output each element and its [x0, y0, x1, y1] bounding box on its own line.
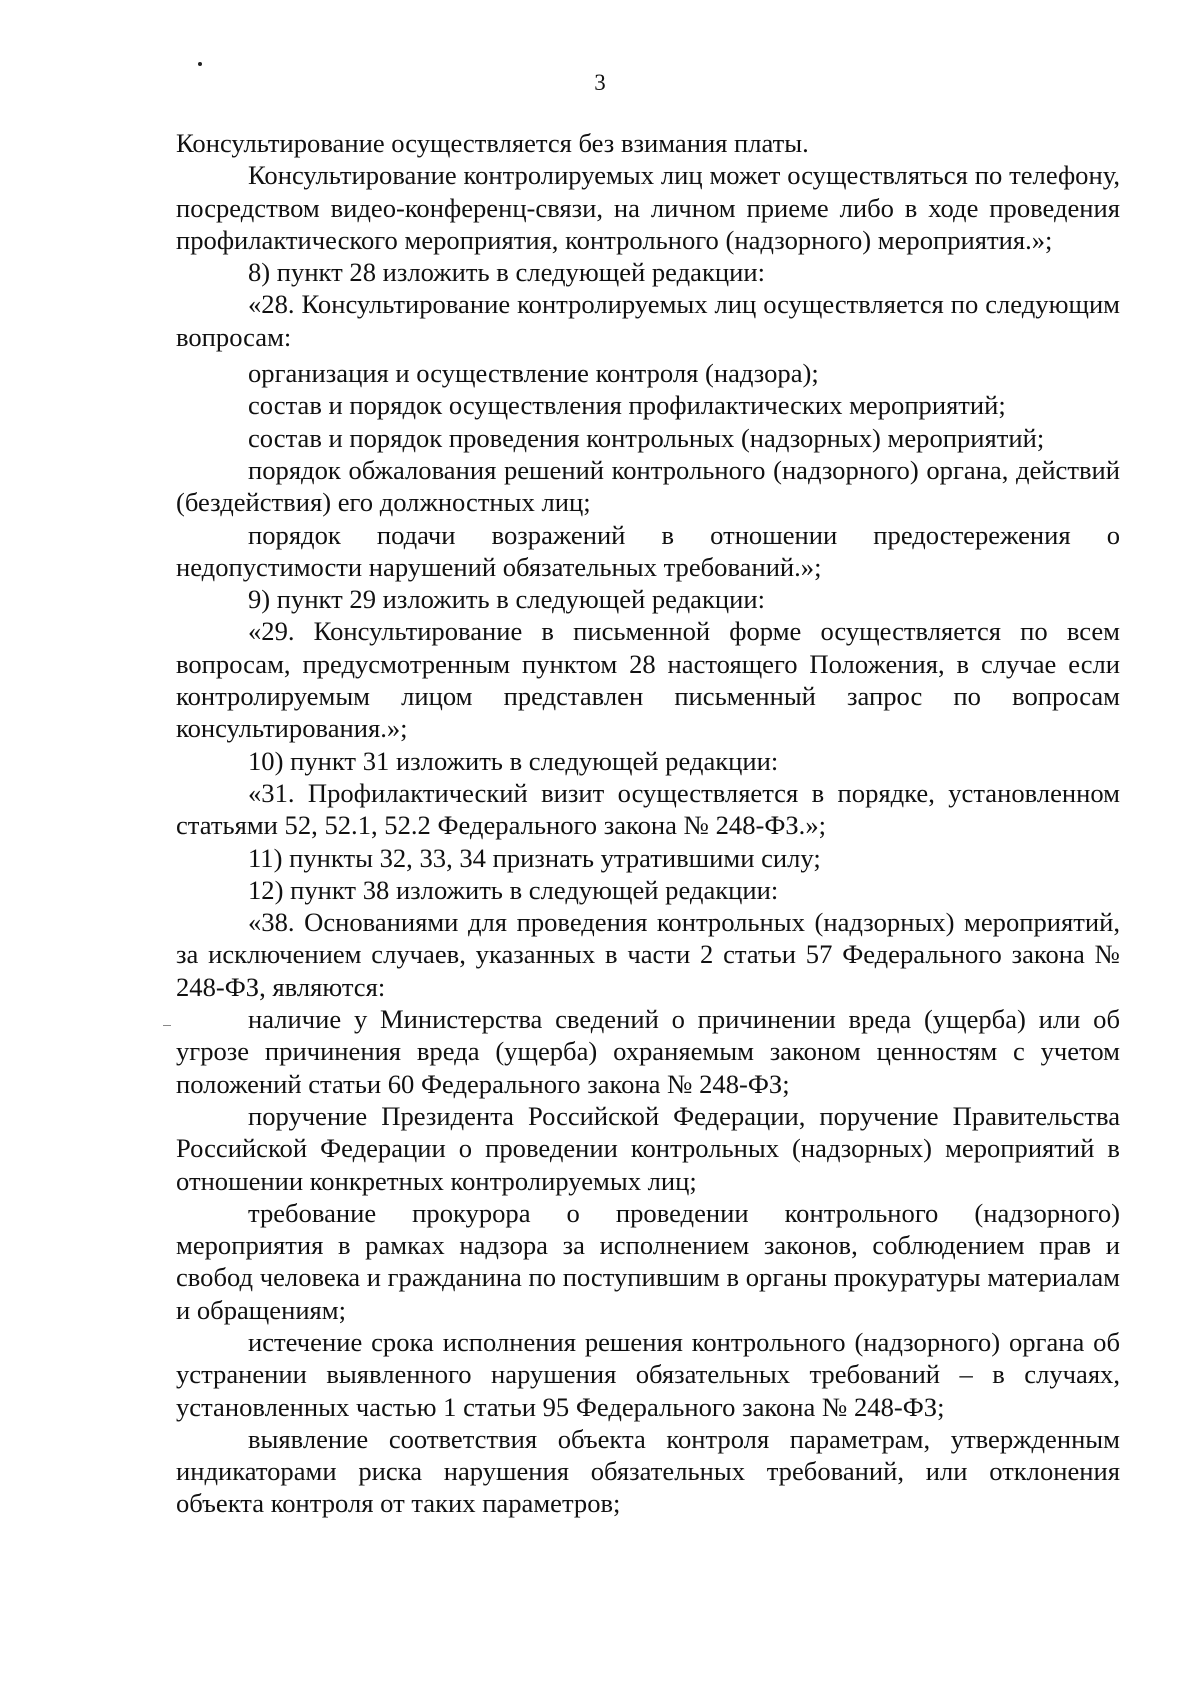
- paragraph: требование прокурора о проведении контрольного (надзорного) мероприятия в рамках надзора за исполнением законов, соблюдением прав и свобод человека и гражданина по поступившим в органы прокуратуры материалам и обращениям;: [176, 1197, 1120, 1325]
- paragraph: Консультирование контролируемых лиц может осуществляться по телефону, посредством видео-конференц-связи, на личном приеме либо в ходе проведения профилактического мероприятия, контрольного (надзорного) мероприятия.»;: [176, 160, 1120, 255]
- paragraph: 9) пункт 29 изложить в следующей редакции:: [248, 584, 765, 615]
- paragraph: истечение срока исполнения решения контрольного (надзорного) органа об устранении выявленного нарушения обязательных требований – в случаях, установленных частью 1 статьи 95 Федерального закона № 248-ФЗ;: [176, 1326, 1120, 1422]
- page-number: 3: [594, 70, 606, 95]
- paragraph: «28. Консультирование контролируемых лиц осуществляется по следующим вопросам:: [176, 289, 1120, 352]
- scan-margin-mark: [163, 1025, 171, 1026]
- paragraph: 10) пункт 31 изложить в следующей редакции:: [248, 745, 779, 776]
- scan-speck: [198, 62, 202, 66]
- paragraph: организация и осуществление контроля (надзора);: [248, 358, 819, 389]
- paragraph: порядок подачи возражений в отношении предостережения о недопустимости нарушений обязательных требований.»;: [176, 519, 1120, 582]
- paragraph: наличие у Министерства сведений о причинении вреда (ущерба) или об угрозе причинения вреда (ущерба) охраняемым законом ценностям с учетом положений статьи 60 Федерального закона № 248-ФЗ;: [176, 1004, 1120, 1099]
- paragraph: выявление соответствия объекта контроля параметрам, утвержденным индикаторами риска нарушения обязательных требований, или отклонения объекта контроля от таких параметров;: [176, 1423, 1120, 1519]
- paragraph: Консультирование осуществляется без взимания платы.: [176, 128, 809, 158]
- paragraph: порядок обжалования решений контрольного (надзорного) органа, действий (бездействия) его должностных лиц;: [176, 454, 1120, 518]
- paragraph: состав и порядок осуществления профилактических мероприятий;: [248, 390, 1006, 421]
- paragraph: 11) пункты 32, 33, 34 признать утратившими силу;: [248, 842, 821, 873]
- paragraph: «31. Профилактический визит осуществляется в порядке, установленном статьями 52, 52.1, 52.2 Федерального закона № 248-ФЗ.»;: [176, 777, 1120, 841]
- paragraph: 8) пункт 28 изложить в следующей редакции:: [248, 257, 765, 288]
- paragraph: «38. Основаниями для проведения контрольных (надзорных) мероприятий, за исключением случаев, указанных в части 2 статьи 57 Федерального закона № 248-ФЗ, являются:: [176, 907, 1120, 1002]
- paragraph: 12) пункт 38 изложить в следующей редакции:: [248, 874, 779, 905]
- paragraph: «29. Консультирование в письменной форме осуществляется по всем вопросам, предусмотренным пунктом 28 настоящего Положения, в случае если контролируемым лицом представлен письменный запрос по вопросам консультирования.»;: [176, 616, 1120, 744]
- paragraph: поручение Президента Российской Федерации, поручение Правительства Российской Федерации о проведении контрольных (надзорных) мероприятий в отношении конкретных контролируемых лиц;: [176, 1100, 1120, 1196]
- document-body: [176, 127, 1120, 1520]
- paragraph: состав и порядок проведения контрольных (надзорных) мероприятий;: [248, 422, 1045, 453]
